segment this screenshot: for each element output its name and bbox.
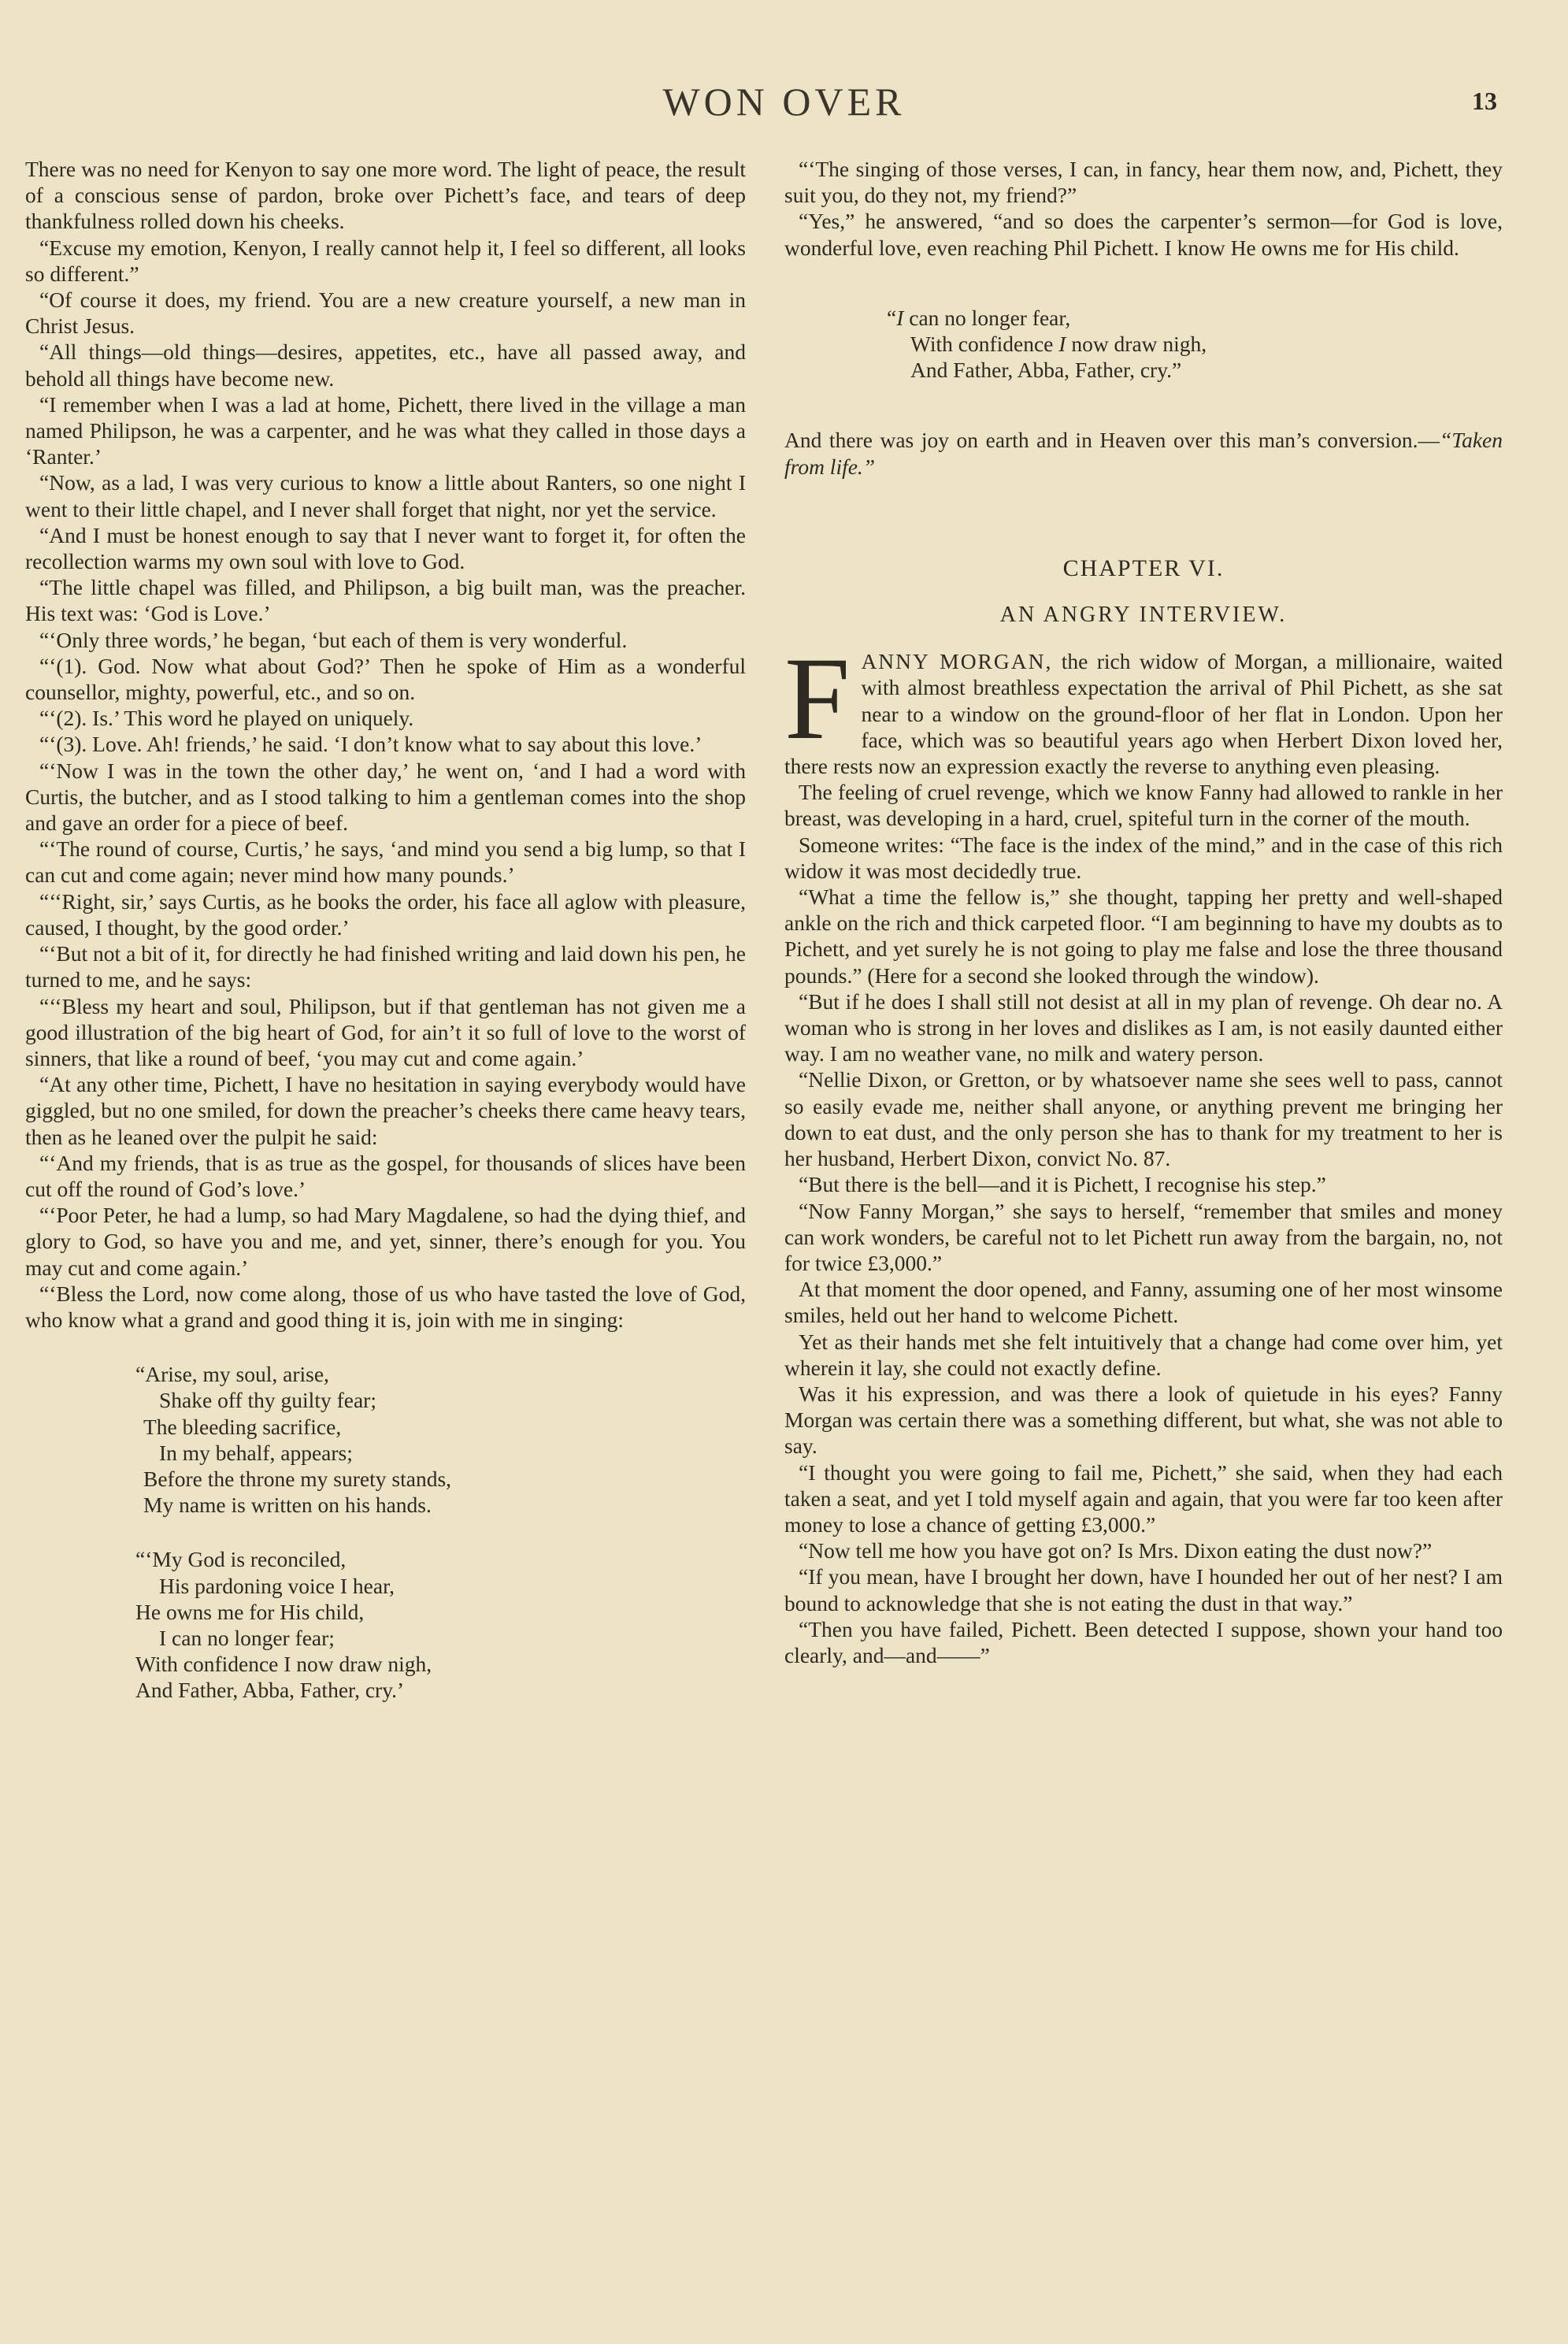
- paragraph: “Nellie Dixon, or Gretton, or by whatsoever name she sees well to pass, cannot so easily evade me, neither shall anyone, or anything prevent me bringing her down to eat dust, and the only person she has to thank for my treatment to her is her husband, Herbert Dixon, convict No. 87.: [784, 1067, 1503, 1171]
- verse-italic: I: [1058, 332, 1066, 357]
- paragraph: “But if he does I shall still not desist at all in my plan of revenge. Oh dear no. A woman who is strong in her loves and dislikes as I am, is not easily daunted either way. I am no weather vane, no milk and watery person.: [784, 988, 1503, 1066]
- poem-line: [784, 305, 1503, 331]
- paragraph: “And I must be honest enough to say that I never want to forget it, for often the recollection warms my own soul with love to God.: [25, 522, 746, 574]
- closing-verse: [784, 305, 1503, 384]
- right-column: [784, 156, 1503, 1668]
- paragraph: Someone writes: “The face is the index of the mind,” and in the case of this rich widow it was most decidedly true.: [784, 832, 1503, 883]
- poem-line: In my behalf, appears;: [159, 1440, 353, 1465]
- paragraph: “‘‘Right, sir,’ says Curtis, as he books the order, his face all aglow with pleasure, caused, I thought, by the good order.’: [25, 888, 746, 940]
- paragraph: The feeling of cruel revenge, which we know Fanny had allowed to rankle in her breast, was developing in a hard, cruel, spiteful turn in the corner of the mouth.: [784, 780, 1503, 831]
- paragraph: “At any other time, Pichett, I have no hesitation in saying everybody would have giggled, but no one smiled, for down the preacher’s cheeks there came heavy tears, then as he leaned over the pulpit he said:: [25, 1072, 746, 1149]
- paragraph: “‘‘Bless my heart and soul, Philipson, but if that gentleman has not given me a good illustration of the big heart of God, for ain’t it so full of love to the worst of sinners, that like a round of beef, ‘you may cut and come again.’: [25, 993, 746, 1070]
- running-title: WON OVER: [662, 80, 906, 124]
- hymn-verse-1: [25, 1361, 746, 1518]
- paragraph: “‘(1). God. Now what about God?’ Then he spoke of Him as a wonderful counsellor, mighty, powerful, etc., and so on.: [25, 653, 746, 705]
- paragraph: Was it his expression, and was there a look of quietude in his eyes? Fanny Morgan was certain there was a something different, but what, she was not able to say.: [784, 1381, 1503, 1459]
- verse-text: now draw nigh,: [1066, 332, 1207, 357]
- paragraph: “Now, as a lad, I was very curious to know a little about Ranters, so one night I went to their little chapel, and I never shall forget that night, nor yet the service.: [25, 470, 746, 521]
- paragraph: “Yes,” he answered, “and so does the carpenter’s sermon—for God is love, wonderful love, even reaching Phil Pichett. I know He owns me for His child.: [784, 209, 1503, 260]
- paragraph: “Then you have failed, Pichett. Been detected I suppose, shown your hand too clearly, and—and——”: [784, 1616, 1503, 1667]
- paragraph: “‘The singing of those verses, I can, in fancy, hear them now, and, Pichett, they suit you, do they not, my friend?”: [784, 157, 1503, 208]
- paragraph: “Of course it does, my friend. You are a new creature yourself, a new man in Christ Jesus.: [25, 287, 746, 339]
- poem-line: Before the throne my surety stands,: [143, 1466, 452, 1491]
- page-header: [0, 79, 1568, 134]
- poem-line: He owns me for His child,: [135, 1599, 365, 1624]
- paragraph: Yet as their hands met she felt intuitively that a change had come over him, yet wherein it lay, she could not exactly define.: [784, 1329, 1503, 1380]
- poem-line: With confidence I now draw nigh,: [135, 1652, 432, 1677]
- paragraph: “‘But not a bit of it, for directly he had finished writing and laid down his pen, he turned to me, and he says:: [25, 941, 746, 992]
- poem-line: I can no longer fear;: [159, 1625, 335, 1650]
- chapter-heading: CHAPTER VI.: [1062, 554, 1225, 581]
- verse-text: can no longer fear,: [903, 305, 1071, 330]
- poem-line: [784, 331, 1503, 357]
- poem-line: My name is written on his hands.: [143, 1493, 432, 1518]
- paragraph: At that moment the door opened, and Fanny, assuming one of her most winsome smiles, held out her hand to welcome Pichett.: [784, 1277, 1503, 1328]
- hymn-verse-2: [25, 1546, 746, 1703]
- paragraph: There was no need for Kenyon to say one more word. The light of peace, the result of a conscious sense of pardon, broke over Pichett’s face, and tears of deep thankfulness rolled down his cheeks.: [25, 157, 746, 234]
- chapter-title: AN ANGRY INTERVIEW.: [999, 603, 1288, 628]
- paragraph: “I thought you were going to fail me, Pichett,” she said, when they had each taken a seat, and yet I told myself again and again, that you were far too keen after money to lose a chance of getting £3,000.”: [784, 1459, 1503, 1537]
- poem-line: Shake off thy guilty fear;: [159, 1388, 376, 1413]
- paragraph: “‘And my friends, that is as true as the gospel, for thousands of slices have been cut off the round of God’s love.’: [25, 1150, 746, 1201]
- left-column: [25, 156, 746, 1732]
- paragraph: “What a time the fellow is,” she thought, tapping her pretty and well-shaped ankle on the rich and thick carpeted floor. “I am beginning to have my doubts as to Pichett, and yet surely he is not going to play me false and lose the three thousand pounds.” (Here for a second she looked through the window).: [784, 885, 1503, 988]
- poem-line: The bleeding sacrifice,: [143, 1414, 342, 1439]
- opening-smallcaps: ANNY MORGAN,: [861, 649, 1053, 674]
- paragraph: “‘(3). Love. Ah! friends,’ he said. ‘I don’t know what to say about this love.’: [39, 732, 702, 757]
- chapter-opening-paragraph: [784, 633, 1503, 779]
- conclusion-source: “Taken from life.”: [784, 428, 1503, 479]
- paragraph: “‘(2). Is.’ This word he played on uniquely.: [39, 706, 414, 731]
- paragraph: “I remember when I was a lad at home, Pichett, there lived in the village a man named Philipson, he was a carpenter, and he was what they called in those days a ‘Ranter.’: [25, 391, 746, 469]
- paragraph: “‘Now I was in the town the other day,’ he went on, ‘and I had a word with Curtis, the butcher, and as I stood talking to him a gentleman comes into the shop and gave an order for a piece of beef.: [25, 758, 746, 836]
- opening-text: the rich widow of Morgan, a millionaire, waited with almost breathless expectation the arrival of Phil Pichett, as she sat near to a window on the ground-floor of her flat in London. Upon her face, which was so beautiful years ago when Herbert Dixon loved her, there rests now an expression exactly the reverse to anything even pleasing.: [784, 649, 1503, 779]
- paragraph: “‘The round of course, Curtis,’ he says, ‘and mind you send a big lump, so that I can cut and come again; never mind how many pounds.’: [25, 836, 746, 888]
- poem-line: “‘My God is reconciled,: [135, 1547, 347, 1572]
- paragraph: “Now Fanny Morgan,” she says to herself, “remember that smiles and money can work wonders, be careful not to let Pichett run away from the bargain, no, not for twice £3,000.”: [784, 1198, 1503, 1275]
- paragraph: “If you mean, have I brought her down, have I hounded her out of her nest? I am bound to acknowledge that she is not eating the dust in that way.”: [784, 1564, 1503, 1615]
- poem-line: “Arise, my soul, arise,: [135, 1362, 329, 1387]
- verse-text: With confidence: [910, 332, 1059, 357]
- paragraph: “Now tell me how you have got on? Is Mrs. Dixon eating the dust now?”: [799, 1538, 1433, 1563]
- paragraph: “‘Only three words,’ he began, ‘but each of them is very wonderful.: [39, 627, 628, 652]
- verse-text: “: [887, 305, 897, 330]
- paragraph: “‘Bless the Lord, now come along, those of us who have tasted the love of God, who know what a grand and good thing it is, join with me in singing:: [25, 1281, 746, 1332]
- paragraph: “But there is the bell—and it is Pichett, I recognise his step.”: [799, 1172, 1326, 1197]
- conclusion-paragraph: [784, 427, 1503, 479]
- paragraph: “‘Poor Peter, he had a lump, so had Mary Magdalene, so had the dying thief, and glory to God, so have you and me, and yet, sinner, there’s enough for you. You may cut and come again.’: [25, 1203, 746, 1280]
- poem-line: His pardoning voice I hear,: [159, 1573, 395, 1598]
- verse-italic: I: [896, 305, 904, 330]
- paragraph: “All things—old things—desires, appetites, etc., have all passed away, and behold all things have become new.: [25, 339, 746, 391]
- paragraph: “Excuse my emotion, Kenyon, I really cannot help it, I feel so different, all looks so different.”: [25, 235, 746, 286]
- conclusion-text: And there was joy on earth and in Heaven over this man’s conversion.—: [784, 428, 1440, 453]
- poem-line: And Father, Abba, Father, cry.’: [135, 1678, 405, 1703]
- paragraph: “The little chapel was filled, and Philipson, a big built man, was the preacher. His text was: ‘God is Love.’: [25, 575, 746, 626]
- page-number: 13: [1472, 87, 1497, 115]
- poem-line: And Father, Abba, Father, cry.”: [910, 358, 1182, 383]
- drop-cap-letter: F: [784, 633, 851, 765]
